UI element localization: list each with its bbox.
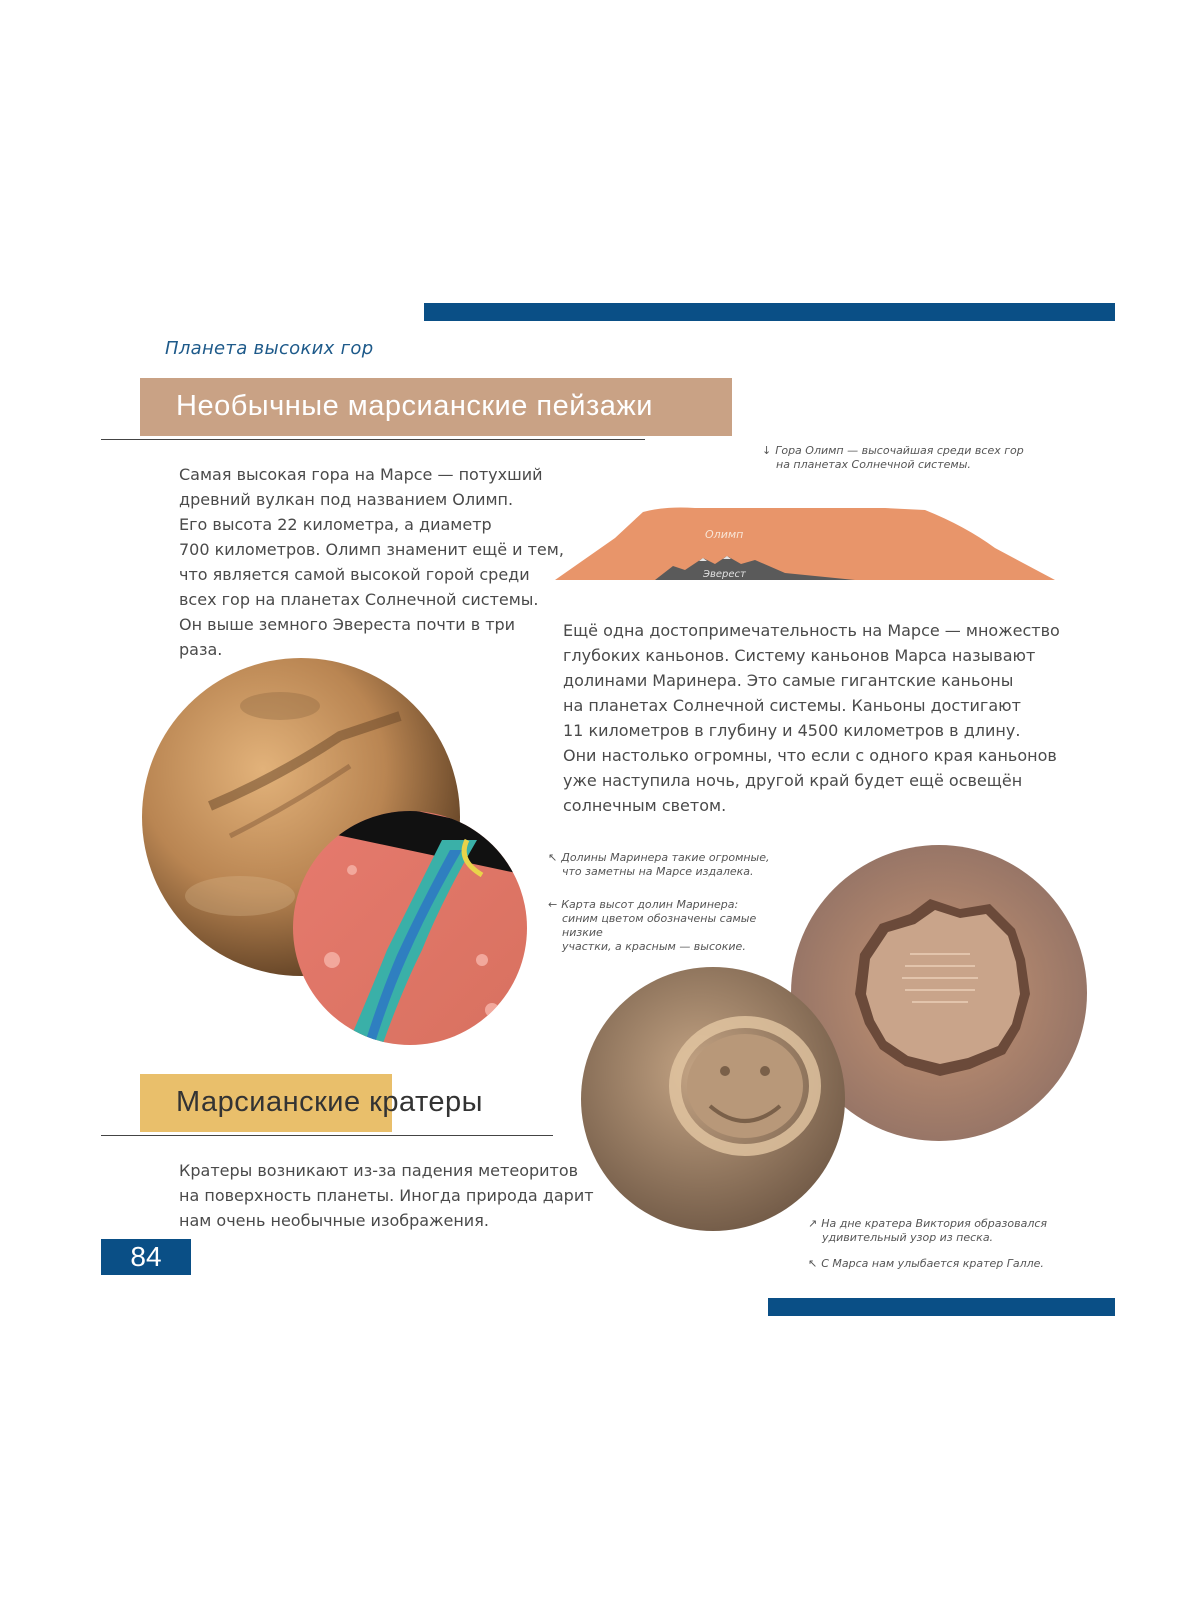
text-line: Кратеры возникают из-за падения метеоритов bbox=[179, 1161, 579, 1180]
label-everest: Эверест bbox=[703, 569, 746, 580]
section-kicker: Планета высоких гор bbox=[165, 338, 374, 359]
caption-line: удивительный узор из песка. bbox=[822, 1231, 994, 1244]
caption-line: Карта высот долин Маринера: bbox=[561, 898, 739, 911]
text-line: что является самой высокой горой среди bbox=[179, 565, 530, 584]
arrow-up-left-icon: ↖ bbox=[548, 851, 558, 864]
text-line: Самая высокая гора на Марсе — потухший bbox=[179, 465, 543, 484]
caption-elevation-map bbox=[548, 898, 798, 954]
text-line: 11 километров в глубину и 4500 километров в длину. bbox=[563, 721, 1021, 740]
arrow-down-icon: ↓ bbox=[762, 444, 772, 457]
heading-1-rule bbox=[101, 439, 645, 440]
arrow-left-icon: ← bbox=[548, 898, 558, 911]
heading-2-rule bbox=[101, 1135, 553, 1136]
caption-line: С Марса нам улыбается кратер Галле. bbox=[821, 1257, 1044, 1270]
caption-valles-marineris bbox=[548, 851, 788, 879]
text-line: Он выше земного Эвереста почти в три bbox=[179, 615, 516, 634]
arrow-up-left-icon: ↖ bbox=[808, 1257, 818, 1270]
arrow-up-right-icon: ↗ bbox=[808, 1217, 818, 1230]
text-line: Его высота 22 километра, а диаметр bbox=[179, 515, 492, 534]
paragraph-olympus bbox=[179, 462, 579, 662]
top-accent-bar bbox=[424, 303, 1115, 321]
text-line: глубоких каньонов. Систему каньонов Марса называют bbox=[563, 646, 1036, 665]
caption-victoria-crater bbox=[808, 1217, 1088, 1245]
paragraph-canyons bbox=[563, 618, 1063, 818]
text-line: всех гор на планетах Солнечной системы. bbox=[179, 590, 539, 609]
text-line: на планетах Солнечной системы. Каньоны достигают bbox=[563, 696, 1021, 715]
caption-line: Долины Маринера такие огромные, bbox=[561, 851, 770, 864]
caption-line: На дне кратера Виктория образовался bbox=[821, 1217, 1048, 1230]
caption-galle-crater bbox=[808, 1257, 1088, 1271]
paragraph-craters bbox=[179, 1158, 599, 1233]
caption-olympus bbox=[762, 444, 1042, 472]
olympus-mountain-shape bbox=[555, 508, 1055, 581]
text-line: на поверхность планеты. Иногда природа дарит bbox=[179, 1186, 594, 1205]
text-line: 700 километров. Олимп знаменит ещё и тем, bbox=[179, 540, 564, 559]
caption-line: синим цветом обозначены самые низкие bbox=[562, 912, 757, 939]
caption-line: на планетах Солнечной системы. bbox=[776, 458, 971, 471]
label-olympus: Олимп bbox=[705, 528, 744, 541]
text-line: раза. bbox=[179, 640, 223, 659]
valles-marineris-elevation-map bbox=[292, 810, 528, 1046]
text-line: нам очень необычные изображения. bbox=[179, 1211, 489, 1230]
heading-2: Марсианские кратеры bbox=[176, 1086, 484, 1118]
caption-line: Гора Олимп — высочайшая среди всех гор bbox=[775, 444, 1024, 457]
page-number: 84 bbox=[101, 1239, 191, 1275]
text-line: уже наступила ночь, другой край будет ещё освещён bbox=[563, 771, 1023, 790]
bottom-accent-bar bbox=[768, 1298, 1115, 1316]
galle-crater-image bbox=[580, 966, 846, 1232]
caption-line: что заметны на Марсе издалека. bbox=[562, 865, 754, 878]
text-line: долинами Маринера. Это самые гигантские каньоны bbox=[563, 671, 1014, 690]
caption-line: участки, а красным — высокие. bbox=[562, 940, 746, 953]
text-line: Они настолько огромны, что если с одного края каньонов bbox=[563, 746, 1057, 765]
text-line: древний вулкан под названием Олимп. bbox=[179, 490, 514, 509]
text-line: солнечным светом. bbox=[563, 796, 727, 815]
text-line: Ещё одна достопримечательность на Марсе — множество bbox=[563, 621, 1060, 640]
heading-1: Необычные марсианские пейзажи bbox=[176, 390, 653, 422]
mountain-comparison-diagram bbox=[555, 498, 1075, 583]
